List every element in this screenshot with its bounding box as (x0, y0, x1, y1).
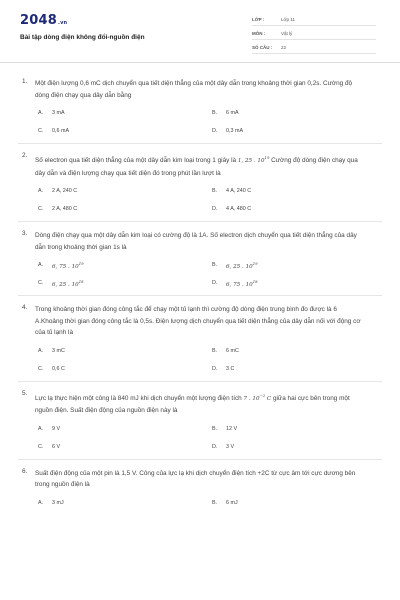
document-title: Bài tập dòng điện không đổi-nguồn điện (20, 34, 145, 41)
question-number: 2. (22, 152, 28, 159)
header (0, 0, 400, 62)
option-d[interactable]: D. 0,3 mA (212, 128, 244, 134)
options (38, 499, 368, 507)
option-d[interactable]: D. 3 C (212, 365, 235, 372)
question-number: 3. (22, 230, 28, 237)
question-divider (18, 295, 382, 296)
option-b[interactable]: B. 6, 25 . $10^{19}$ (212, 260, 258, 270)
question-number: 4. (22, 304, 28, 311)
meta-label: LỚP : (252, 17, 265, 22)
meta-value: Lớp 11 (281, 17, 295, 22)
option-d[interactable]: D. 4 A, 480 C (212, 206, 252, 212)
option-b[interactable]: B. 6 mA (212, 110, 239, 116)
option-b[interactable]: B. 12 V (212, 425, 238, 432)
option-c[interactable]: C. 0,6 mA (38, 128, 70, 134)
question-text: Trong khoảng thời gian đóng công tắc để chạy một tủ lạnh thì cường độ dòng điện trung bình đo được là 6 A.Khoảng thời gian đóng công tắc là 0,5s. Điện lượng dịch chuyển qua tiết diện thẳng của dây dẫn nối với động cơ của tủ lạnh là (35, 306, 361, 336)
question-divider (18, 459, 382, 460)
meta-label: SỐ CÂU : (252, 45, 273, 50)
meta-value: 22 (281, 45, 287, 50)
question-6 (0, 468, 400, 507)
question-2 (0, 152, 400, 213)
options (38, 109, 368, 135)
option-a[interactable]: A. 2 A, 240 C (38, 188, 78, 194)
question-1 (0, 78, 400, 135)
option-a[interactable]: A. 6, 75 . $10^{19}$ (38, 260, 84, 270)
option-a[interactable]: A. 3 mA (38, 110, 65, 116)
option-b[interactable]: B. 4 A, 240 C (212, 188, 252, 194)
question-number: 1. (22, 78, 28, 85)
question-list (0, 78, 400, 507)
option-b[interactable]: B. 6 mC (212, 347, 239, 354)
option-d[interactable]: D. 6, 75 . $10^{18}$ (212, 278, 258, 288)
question-5 (0, 390, 400, 451)
meta-row-count (252, 42, 376, 54)
option-c[interactable]: C. 2 A, 480 C (38, 206, 78, 212)
header-divider (0, 62, 400, 63)
options (38, 347, 368, 373)
question-text: Suất điện động của một pin là 1,5 V. Công của lực lạ khi dịch chuyển điện tích +2C từ cực âm tới cực dương bên trong nguồn điện là (35, 469, 356, 488)
option-a[interactable]: A. 3 mC (38, 347, 65, 354)
meta-row-class (252, 14, 376, 26)
option-b[interactable]: B. 6 mJ (212, 499, 238, 506)
logo: 2048.vn (20, 13, 68, 28)
question-number: 5. (22, 389, 28, 397)
question-number: 6. (22, 467, 28, 475)
question-text: Số electron qua tiết diện thẳng của một dây dẫn kim loại trong 1 giây là 1, 25 . $10^{19}$ Cường độ dòng điện chạy qua dây dẫn và điện lượng chạy qua tiết diện đó trong phút lần lượt là (35, 155, 358, 177)
option-c[interactable]: C. 6, 25 . $10^{18}$ (38, 278, 84, 288)
options (38, 425, 368, 451)
option-a[interactable]: A. 3 mJ (38, 499, 64, 506)
meta-label: MÔN : (252, 31, 266, 36)
question-3 (0, 230, 400, 287)
option-c[interactable]: C. 6 V (38, 443, 61, 450)
meta-row-subject (252, 28, 376, 40)
meta-info (252, 14, 376, 56)
meta-value: Vật lý (281, 31, 293, 36)
question-divider (18, 143, 382, 144)
question-divider (18, 381, 382, 382)
math-expression: 1, 25 . $10^{19}$ (237, 155, 270, 164)
question-text: Một điện lượng 0,6 mC dịch chuyển qua tiết diện thẳng của một dây dẫn trong khoảng thời gian 0,2s. Cường độ dòng điện chạy qua dây dẫn bằng (35, 80, 353, 99)
question-text: Lực lạ thực hiện một công là 840 mJ khi dịch chuyển một lượng điện tích 7 . $10^{-2}$ C giữa hai cực bên trong một nguồn điện. Suất điện động của nguồn điện này là (35, 392, 350, 414)
options (38, 187, 368, 213)
option-d[interactable]: D. 3 V (212, 443, 235, 450)
option-c[interactable]: C. 0,6 C (38, 365, 65, 372)
question-4 (0, 304, 400, 373)
options (38, 261, 368, 287)
math-expression: 7 . $10^{-2}$ C (243, 392, 272, 402)
question-divider (18, 221, 382, 222)
option-a[interactable]: A. 9 V (38, 425, 61, 432)
question-text: Dòng điện chạy qua một dây dẫn kim loại có cường độ là 1A. Số electron dịch chuyển qua tiết diện thẳng của dây dẫn trong khoảng thời gian 1s là (35, 232, 357, 251)
